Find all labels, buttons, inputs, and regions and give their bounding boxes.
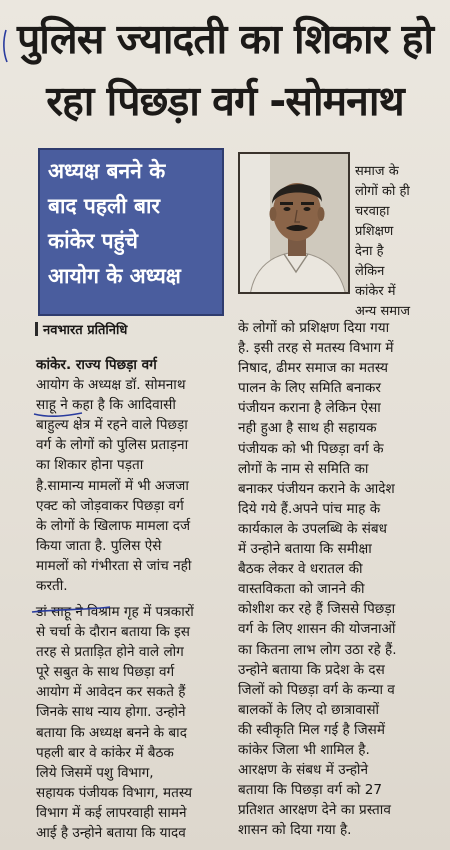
text-line: निषाद, ढीमर समाज का मतस्य bbox=[238, 360, 389, 377]
text-line: देना है bbox=[355, 244, 384, 259]
text-line: कोशीश कर रहे हैं जिससे पिछड़ा bbox=[238, 601, 396, 618]
text-line: शासन को दिया गया है. bbox=[238, 822, 352, 839]
text-line: आई है उन्होने बताया कि यादव bbox=[36, 825, 186, 842]
text-line: आरक्षण के संबध में उन्होने bbox=[238, 762, 368, 779]
subhead-line: कांकेर पहुंचे bbox=[48, 229, 139, 253]
text-line: कांकेर जिला भी शामिल है. bbox=[238, 741, 370, 758]
pen-underline bbox=[32, 607, 110, 612]
subhead-line: आयोग के अध्यक्ष bbox=[48, 264, 181, 288]
text-line: सहायक पंजीयक विभाग, मतस्य bbox=[36, 784, 193, 801]
text-line: के लोगों के खिलाफ मामला दर्ज bbox=[36, 517, 191, 534]
text-line: की स्वीकृति मिल गई है जिसमें bbox=[238, 721, 385, 738]
text-line: लिये जिसमें पशु विभाग, bbox=[36, 764, 154, 781]
text-line: से चर्चा के दौरान बताया कि इस bbox=[36, 624, 190, 641]
text-line: जिनके साथ न्याय होगा. उन्होने bbox=[36, 704, 186, 721]
text-line: कांकेर में bbox=[355, 284, 396, 299]
pen-underline bbox=[34, 413, 82, 416]
text-line: अन्य समाज bbox=[355, 304, 411, 319]
text-line: लोगों के नाम से समिति का bbox=[238, 460, 369, 477]
text-line: पूरे सबुत के साथ पिछड़ा वर्ग bbox=[36, 664, 175, 681]
text-line: है. इसी तरह से मतस्य विभाग में bbox=[238, 340, 394, 357]
text-line: बताया कि अध्यक्ष बनने के बाद bbox=[36, 724, 187, 741]
byline: नवभारत प्रतिनिधि bbox=[43, 323, 128, 338]
text-line: डां साहू ने विश्राम गृह में पत्रकारों bbox=[36, 604, 194, 620]
text-line: है.सामान्य मामलों में भी अजजा bbox=[36, 477, 189, 494]
pen-mark bbox=[4, 30, 7, 62]
text-line: नही हुआ है साथ ही सहायक bbox=[238, 420, 377, 437]
text-line: पालन के लिए समिति बनाकर bbox=[238, 380, 381, 397]
text-line: के लोगों को प्रशिक्षण दिया गया bbox=[238, 320, 390, 336]
text-line: बाहुल्य क्षेत्र में रहने वाले पिछड़ा bbox=[36, 417, 188, 434]
text-line: कार्यकाल के उपलब्धि के संबध bbox=[238, 520, 388, 537]
text-line: मामलों को गंभीरता से जांच नही bbox=[36, 557, 192, 574]
text-line: कांकेर. राज्य पिछड़ा वर्ग bbox=[36, 357, 157, 373]
text-line: का कितना लाभ लोग उठा रहे हैं. bbox=[238, 641, 397, 658]
text-line: चरवाहा bbox=[355, 204, 390, 219]
text-line: बालकों के लिए दो छात्रावासों bbox=[238, 701, 380, 718]
text-line: प्रशिक्षण bbox=[355, 224, 394, 239]
text-line: समाज के bbox=[355, 164, 399, 179]
text-line: किया जाता है. पुलिस ऐसे bbox=[36, 537, 162, 554]
headline-line-2: रहा पिछड़ा वर्ग -सोमनाथ bbox=[46, 77, 404, 125]
text-line: बैठक लेकर वे धरातल की bbox=[238, 561, 363, 578]
text-line: पंजीयक को भी पिछड़ा वर्ग के bbox=[238, 440, 384, 457]
text-line: एक्ट को जोड़वाकर पिछड़ा वर्ग bbox=[36, 497, 184, 514]
subhead-line: अध्यक्ष बनने के bbox=[48, 159, 166, 183]
text-line: वर्ग के लिए शासन की योजनाओं bbox=[238, 621, 396, 638]
text-line: पंजीयन कराना है लेकिन ऐसा bbox=[238, 400, 381, 417]
text-line: बनाकर पंजीयन कराने के आदेश bbox=[238, 480, 395, 497]
text-line: वास्तविकता को जानने की bbox=[238, 581, 365, 598]
text-line: दिये गये हैं.अपने पांच माह के bbox=[238, 500, 381, 517]
text-line: साहू ने कहा है कि आदिवासी bbox=[36, 397, 176, 414]
text-line: विभाग में कई लापरवाही सामने bbox=[36, 804, 187, 821]
text-line: तरह से प्रताड़ित होने वाले लोग bbox=[36, 644, 184, 661]
text-line: में उन्होने बताया कि समीक्षा bbox=[238, 541, 372, 558]
text-line: आयोग में आवेदन कर सकते हैं bbox=[36, 684, 186, 701]
text-line: लेकिन bbox=[355, 264, 385, 279]
text-line: पहली बार वे कांकेर में बैठक bbox=[36, 744, 174, 761]
text-line: करती. bbox=[36, 578, 68, 595]
text-line: बताया कि पिछड़ा वर्ग को 27 bbox=[238, 782, 383, 799]
text-line: जिलों को पिछड़ा वर्ग के कन्या व bbox=[238, 681, 395, 698]
headline-line-1: पुलिस ज्यादती का शिकार हो bbox=[17, 15, 433, 63]
text-line: आयोग के अध्यक्ष डॉ. सोमनाथ bbox=[36, 377, 186, 394]
text-line: वर्ग के लोगों को पुलिस प्रताड़ना bbox=[36, 437, 189, 454]
subhead-line: बाद पहली बार bbox=[48, 194, 160, 218]
text-line: प्रतिशत आरक्षण देने का प्रस्ताव bbox=[238, 802, 391, 819]
text-line: लोगों को ही bbox=[355, 184, 410, 199]
text-line: का शिकार होना पड़ता bbox=[36, 457, 144, 474]
text-line: उन्होने बताया कि प्रदेश के दस bbox=[238, 661, 385, 678]
